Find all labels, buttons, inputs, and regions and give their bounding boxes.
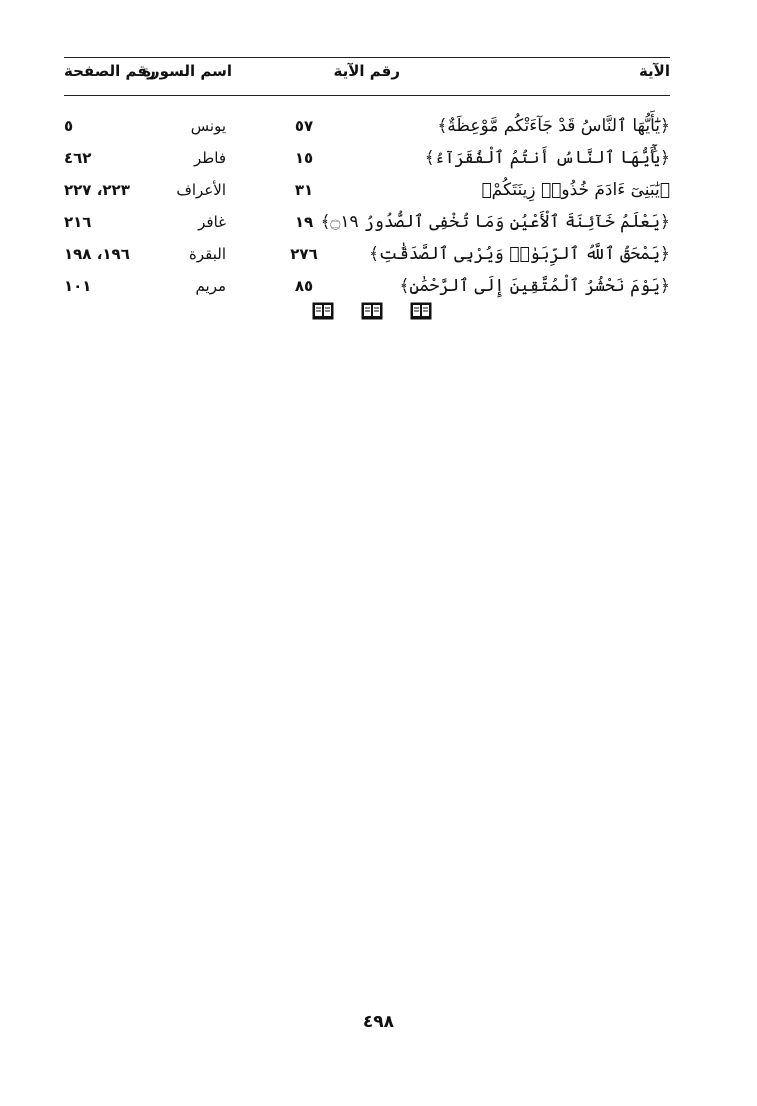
surah-name: مريم [195,277,226,295]
header-verse-number: رقم الآية [333,62,400,80]
surah-name: فاطر [194,149,226,167]
verse-table [64,112,670,304]
book-icon [312,302,334,320]
header-verse: الآية [638,62,670,80]
verse-number: ٨٥ [294,277,314,295]
table-row [64,144,670,176]
page-ref: ٢١٦ [64,213,92,231]
header-surah: اسم السورة [142,62,232,80]
table-row [64,272,670,304]
page-number: ٤٩٨ [362,1012,395,1032]
verse-number: ١٥ [294,149,314,167]
surah-name: البقرة [189,245,226,263]
verse-text: ﴿يَٰٓأَيُّهَا ٱلنَّاسُ أَنتُمُ ٱلْفُقَرَآءُ﴾ [424,148,670,168]
table-row [64,112,670,144]
table-row [64,208,670,240]
header-rule [64,95,670,96]
table-header [64,62,670,88]
table-row [64,176,670,208]
surah-name: يونس [190,117,226,135]
verse-text: ﴿يَمْحَقُ ٱللَّهُ ٱلرِّبَوٰا۟ وَيُرْبِى ٱلصَّدَقَٰتِ﴾ [368,244,670,264]
page-ref: ١٠١ [64,277,92,295]
surah-name: الأعراف [176,181,226,199]
page-ref: ٢٢٣، ٢٢٧ [64,181,130,199]
page-ref: ٥ [64,117,74,135]
top-rule [64,57,670,58]
section-end-ornaments [312,302,432,322]
header-page: رقم الصفحة [64,62,156,80]
verse-text: ﴿يَوْمَ نَحْشُرُ ٱلْمُتَّقِينَ إِلَى ٱلرَّحْمَٰنِ﴾ [399,276,670,296]
table-row [64,240,670,272]
page-ref: ١٩٦، ١٩٨ [64,245,130,263]
page-ref: ٤٦٢ [64,149,92,167]
verse-text: ﴿يَٰٓأَيُّهَا ٱلنَّاسُ قَدْ جَآءَتْكُم مَّوْعِظَةٌ﴾ [437,116,670,136]
verse-number: ٥٧ [294,117,314,135]
verse-number: ١٩ [294,213,314,231]
surah-name: غافر [198,213,226,231]
verse-number: ٢٧٦ [290,245,318,263]
verse-text: ﴿يَعْلَمُ خَآئِنَةَ ٱلْأَعْيُنِ وَمَا تُخْفِى ٱلصُّدُورُ ۝١٩﴾ [320,212,670,232]
verse-number: ٣١ [294,181,314,199]
book-icon [410,302,432,320]
verse-text: ﴿يَٰبَنِىٓ ءَادَمَ خُذُوا۟ زِينَتَكُمْ﴾ [481,180,670,200]
book-icon [361,302,383,320]
